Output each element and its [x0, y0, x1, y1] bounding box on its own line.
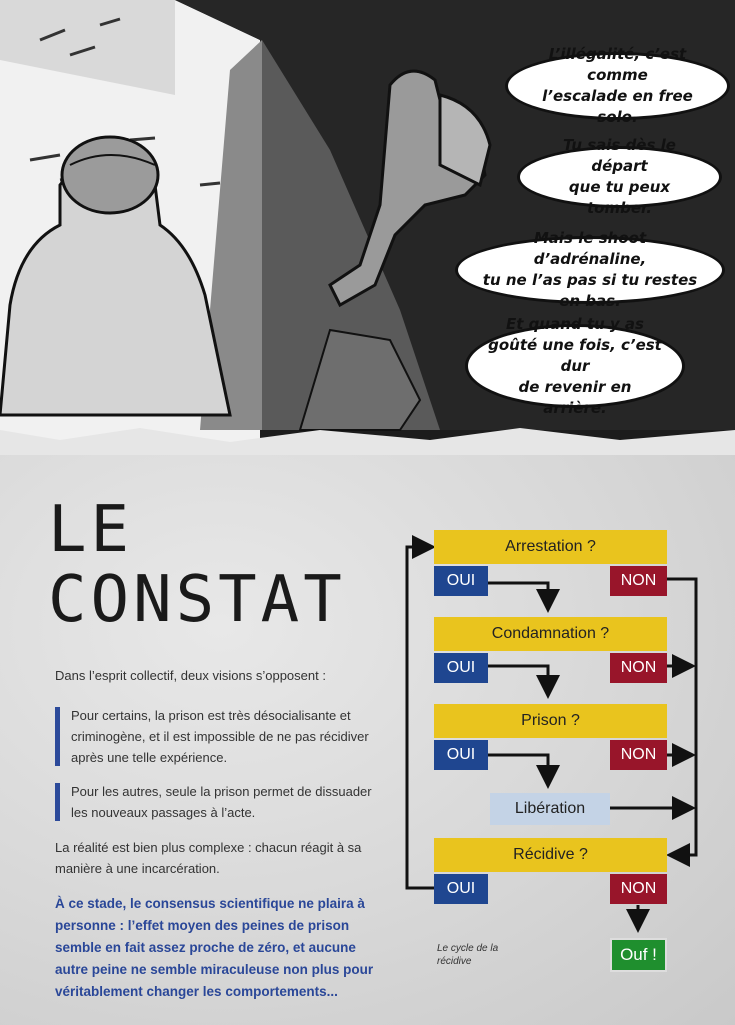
- speech-bubble-1: [505, 45, 730, 126]
- intro-text: Dans l’esprit collectif, deux visions s’opposent :: [55, 668, 326, 683]
- view-two-quote: Pour les autres, seule la prison permet de dissuader les nouveaux passages à l’acte.: [55, 781, 385, 823]
- release-box: Libération: [490, 793, 610, 825]
- constat-section: [0, 455, 735, 1025]
- conviction-yes-box: OUI: [434, 653, 488, 683]
- conviction-question-box: Condamnation ?: [434, 617, 667, 651]
- comic-panel: [0, 0, 735, 455]
- prison-no-box: NON: [610, 740, 667, 770]
- recidivism-yes-box: OUI: [434, 874, 488, 904]
- arrest-question-box: Arrestation ?: [434, 530, 667, 564]
- speech-text-4: Et quand tu y as goûté une fois, c’est dur de revenir en arrière.: [488, 314, 662, 417]
- phew-box: Ouf !: [610, 938, 667, 972]
- conclusion-text: À ce stade, le consensus scientifique ne plaira à personne : l’effet moyen des peines de prison semble en fait assez proche de zéro, et aucune autre peine ne semble miraculeuse non plus pour véritablement changer les comportements...: [55, 896, 374, 999]
- arrest-yes-box: OUI: [434, 566, 488, 596]
- view-one-quote: Pour certains, la prison est très désocialisante et criminogène, et il est impossible de ne pas récidiver après une telle expérience.: [55, 705, 385, 768]
- recidivism-no-box: NON: [610, 874, 667, 904]
- flowchart-caption: Le cycle de la récidive: [437, 943, 499, 967]
- title-line-1: LE: [48, 493, 134, 567]
- title-line-2: CONSTAT: [48, 563, 346, 637]
- speech-text-3: Mais le shoot d’adrénaline, tu ne l’as pas si tu restes en bas.: [482, 229, 698, 310]
- speech-text-1: L’illégalité, c’est comme l’escalade en free solo.: [542, 45, 693, 126]
- speech-bubble-2: [517, 136, 722, 217]
- speech-bubble-3: [455, 229, 725, 310]
- recidivism-question-box: Récidive ?: [434, 838, 667, 872]
- speech-bubble-4: [465, 314, 685, 417]
- reality-text: La réalité est bien plus complexe : chacun réagit à sa manière à une incarcération.: [55, 840, 362, 876]
- prison-question-box: Prison ?: [434, 704, 667, 738]
- prison-yes-box: OUI: [434, 740, 488, 770]
- conviction-no-box: NON: [610, 653, 667, 683]
- arrest-no-box: NON: [610, 566, 667, 596]
- speech-text-2: Tu sais dès le départ que tu peux tomber.: [563, 136, 676, 217]
